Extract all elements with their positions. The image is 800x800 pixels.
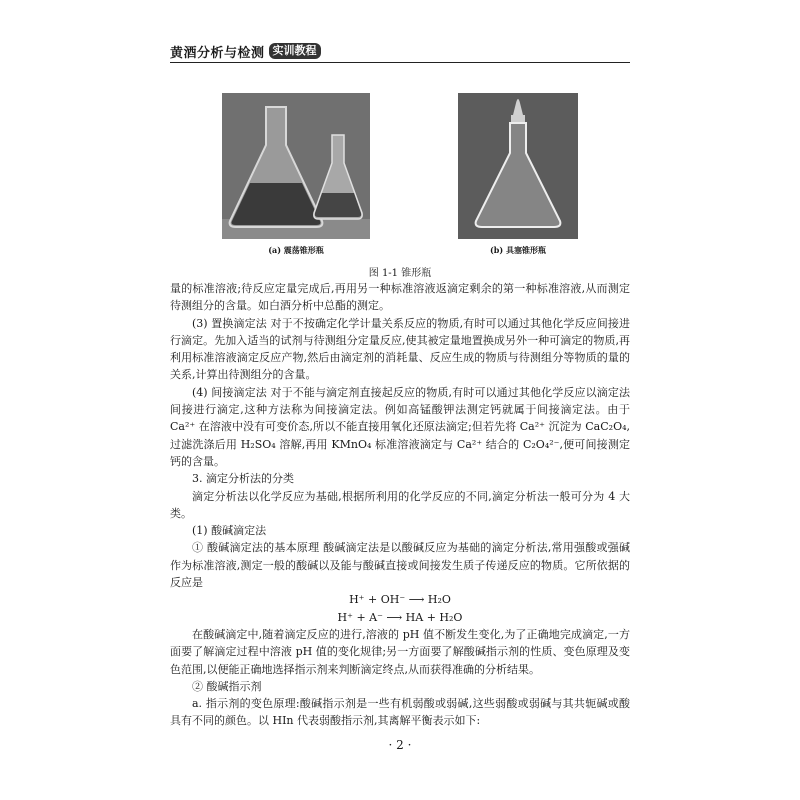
book-subtitle-badge: 实训教程	[269, 43, 321, 59]
paragraph: a. 指示剂的变色原理:酸碱指示剂是一些有机弱酸或弱碱,这些弱酸或弱碱与其共轭碱或酸具有不同的颜色。以 HIn 代表弱酸指示剂,其离解平衡表示如下:	[170, 697, 630, 728]
equation: H⁺ + A⁻ ⟶ HA + H₂O	[337, 610, 463, 624]
caption-b: (b) 具塞锥形瓶	[490, 245, 546, 255]
equation: H⁺ + OH⁻ ⟶ H₂O	[349, 593, 451, 607]
body-text	[170, 280, 630, 730]
page-number: · 2 ·	[388, 738, 412, 752]
stoppered-flask-illustration	[458, 93, 578, 239]
paragraph: (4) 间接滴定法 对于不能与滴定剂直接起反应的物质,有时可以通过其他化学反应以滴定法间接进行滴定,这种方法称为间接滴定法。例如高锰酸钾法测定钙就属于间接滴定法。由于 Ca²⁺ 在溶液中没有可变价态,所以不能直接用氧化还原法滴定;但若先将 Ca²⁺ 沉淀为 CaC₂O₄,过滤洗涤后用 H₂SO₄ 溶解,再用 KMnO₄ 标准溶液滴定与 Ca²⁺ 结合的 C₂O₄²⁻,便可间接测定钙的含量。	[170, 385, 630, 468]
subsection-heading: (1) 酸碱滴定法	[192, 524, 267, 538]
paragraph: 滴定分析法以化学反应为基础,根据所利用的化学反应的不同,滴定分析法一般可分为 4 大类。	[170, 489, 630, 520]
paragraph: 量的标准溶液;待反应定量完成后,再用另一种标准溶液返滴定剩余的第一种标准溶液,从而测定待测组分的含量。如白酒分析中总酯的测定。	[170, 282, 630, 313]
figure-title: 图 1-1 锥形瓶	[368, 268, 432, 279]
book-title: 黄酒分析与检测	[170, 45, 265, 61]
shaking-flask-photo	[222, 93, 370, 239]
paragraph: 在酸碱滴定中,随着滴定反应的进行,溶液的 pH 值不断发生变化,为了正确地完成滴定,一方面要了解滴定过程中溶液 pH 值的变化规律;另一方面要了解酸碱指示剂的性质、变色原理及变色范围,以便能正确地选择指示剂来判断滴定终点,从而获得准确的分析结果。	[170, 627, 630, 676]
shaking-flask-illustration	[222, 93, 370, 239]
paragraph: ① 酸碱滴定法的基本原理 酸碱滴定法是以酸碱反应为基础的滴定分析法,常用强酸或强碱作为标准溶液,测定一般的酸碱以及能与酸碱直接或间接发生质子传递反应的物质。它所依据的反应是	[170, 541, 630, 590]
caption-a: (a) 震荡锥形瓶	[268, 245, 324, 255]
stoppered-flask-photo	[458, 93, 578, 239]
subsection-heading: ② 酸碱指示剂	[192, 679, 262, 693]
section-heading: 3. 滴定分析法的分类	[192, 472, 294, 486]
running-header	[170, 40, 630, 63]
paragraph: (3) 置换滴定法 对于不按确定化学计量关系反应的物质,有时可以通过其他化学反应间接进行滴定。先加入适当的试剂与待测组分定量反应,使其被定量地置换成另外一种可滴定的物质,再利用标准溶液滴定反应产物,然后由滴定剂的消耗量、反应生成的物质与待测组分等物质的量的关系,计算出待测组分的含量。	[170, 316, 630, 382]
